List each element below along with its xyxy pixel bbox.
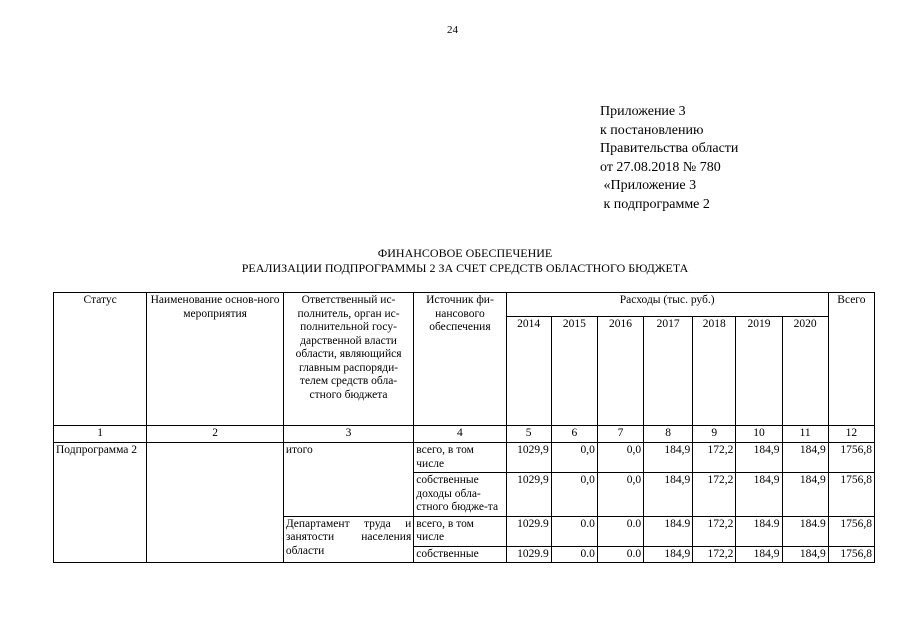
value-cell: 1029.9	[506, 516, 551, 546]
header-expenses: Расходы (тыс. руб.)	[506, 293, 828, 317]
appendix-line: к постановлению	[600, 122, 704, 138]
header-year: 2020	[782, 317, 828, 426]
page-number: 24	[447, 24, 458, 36]
column-number: 10	[736, 426, 782, 443]
column-number: 7	[597, 426, 643, 443]
header-responsible: Ответственный ис-полнитель, орган ис-полнительной госу-дарственной власти области, являющийся главным распоряди-телем средств обла-стного бюджета	[283, 293, 413, 426]
value-cell: 172,2	[693, 546, 736, 563]
value-cell: 1029,9	[506, 473, 551, 517]
column-number: 6	[551, 426, 597, 443]
appendix-line: к подпрограмме 2	[600, 196, 710, 212]
total-cell: 1756,8	[828, 443, 874, 473]
title-line: ФИНАНСОВОЕ ОБЕСПЕЧЕНИЕ	[377, 246, 553, 260]
header-total: Всего	[828, 293, 874, 426]
value-cell: 184,9	[644, 546, 693, 563]
total-cell: 1756,8	[828, 473, 874, 517]
header-status: Статус	[54, 293, 147, 426]
column-number: 9	[693, 426, 736, 443]
value-cell: 184,9	[644, 443, 693, 473]
value-cell: 0.0	[597, 546, 643, 563]
status-cell: Подпрограмма 2	[54, 443, 147, 563]
source-cell: собственные доходы обла-стного бюдже-та	[414, 473, 506, 517]
value-cell: 184,9	[644, 473, 693, 517]
header-source: Источник фи-нансового обеспечения	[414, 293, 506, 426]
value-cell: 0,0	[597, 473, 643, 517]
value-cell: 0.0	[551, 546, 597, 563]
value-cell: 172,2	[693, 443, 736, 473]
title-line: РЕАЛИЗАЦИИ ПОДПРОГРАММЫ 2 ЗА СЧЕТ СРЕДСТВ ОБЛАСТНОГО БЮДЖЕТА	[241, 261, 689, 275]
column-number: 3	[283, 426, 413, 443]
header-event: Наименование основ-ного мероприятия	[147, 293, 283, 426]
appendix-line: «Приложение 3	[600, 178, 697, 194]
value-cell: 0.0	[551, 516, 597, 546]
value-cell: 172,2	[693, 473, 736, 517]
column-number: 12	[828, 426, 874, 443]
value-cell: 0,0	[551, 473, 597, 517]
total-cell: 1756,8	[828, 516, 874, 546]
value-cell: 1029,9	[506, 443, 551, 473]
document-title	[0, 246, 905, 276]
source-cell: всего, в том числе	[414, 443, 506, 473]
column-number: 2	[147, 426, 283, 443]
header-year: 2016	[597, 317, 643, 426]
source-cell: всего, в том числе	[414, 516, 506, 546]
column-number: 11	[782, 426, 828, 443]
value-cell: 184,9	[736, 546, 782, 563]
column-number: 5	[506, 426, 551, 443]
value-cell: 1029.9	[506, 546, 551, 563]
value-cell: 184,9	[736, 443, 782, 473]
header-year: 2014	[506, 317, 551, 426]
column-number: 4	[414, 426, 506, 443]
total-cell: 1756,8	[828, 546, 874, 563]
appendix-line: Приложение 3	[600, 104, 686, 119]
table-row	[54, 443, 875, 473]
value-cell: 184,9	[782, 546, 828, 563]
appendix-reference	[600, 103, 738, 215]
value-cell: 184.9	[782, 516, 828, 546]
column-number-row	[54, 426, 875, 443]
value-cell: 184.9	[644, 516, 693, 546]
value-cell: 184,9	[782, 473, 828, 517]
responsible-cell: итого	[283, 443, 413, 517]
header-year: 2018	[693, 317, 736, 426]
value-cell: 0.0	[597, 516, 643, 546]
header-year: 2019	[736, 317, 782, 426]
value-cell: 172,2	[693, 516, 736, 546]
value-cell: 0,0	[597, 443, 643, 473]
header-year: 2017	[644, 317, 693, 426]
value-cell: 184.9	[736, 516, 782, 546]
appendix-line: Правительства области	[600, 141, 739, 157]
value-cell: 184,9	[782, 443, 828, 473]
column-number: 1	[54, 426, 147, 443]
financing-table	[53, 292, 875, 563]
source-cell: собственные	[414, 546, 506, 563]
value-cell: 184,9	[736, 473, 782, 517]
value-cell: 0,0	[551, 443, 597, 473]
column-number: 8	[644, 426, 693, 443]
event-cell	[147, 443, 283, 563]
responsible-cell: Департамент труда и занятости населения области	[283, 516, 413, 563]
appendix-line: от 27.08.2018 № 780	[600, 159, 721, 175]
header-year: 2015	[551, 317, 597, 426]
